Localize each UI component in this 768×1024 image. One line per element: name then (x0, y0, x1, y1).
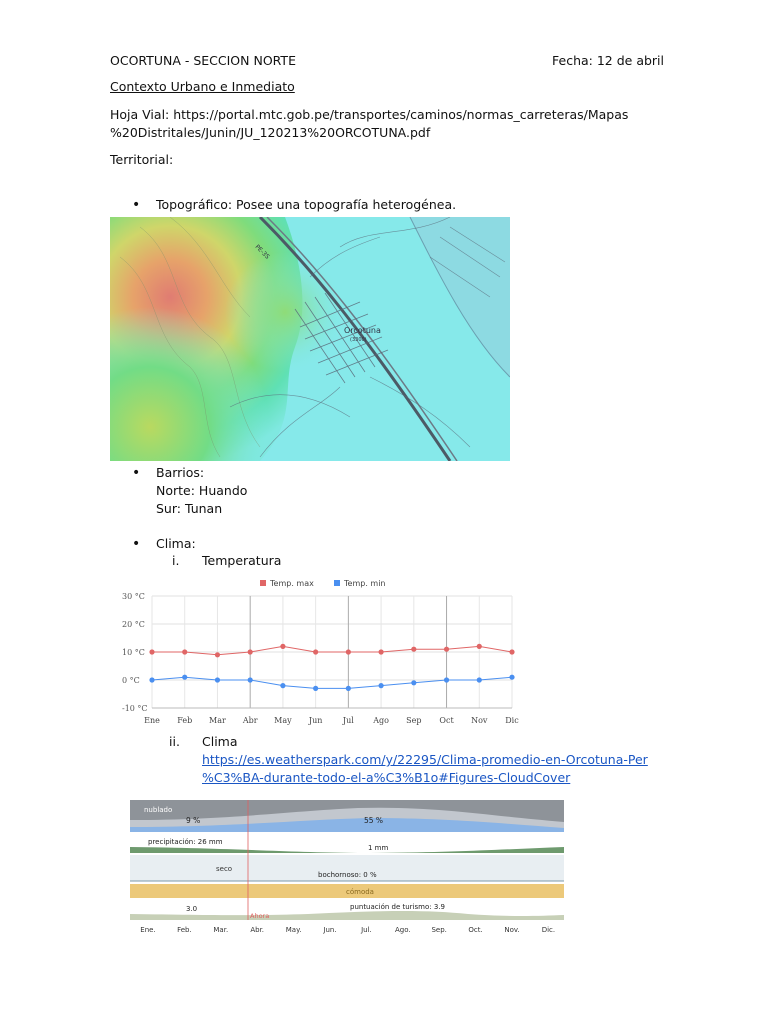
y-tick-label: 10 °C (122, 648, 145, 657)
month-label: May. (285, 926, 302, 934)
weatherspark-link-line1[interactable]: https://es.weatherspark.com/y/22295/Clima-promedio-en-Orcotuna-Per (202, 752, 648, 767)
subitem-number: ii. (169, 734, 180, 749)
data-point (346, 686, 351, 691)
month-label: Feb. (177, 926, 192, 934)
x-tick-label: Nov (471, 716, 488, 725)
data-point (477, 677, 482, 682)
topografico-text: Topográfico: Posee una topografía heterogénea. (156, 197, 457, 212)
x-tick-label: Dic (505, 716, 519, 725)
data-point (313, 686, 318, 691)
weatherspark-link-line2[interactable]: %C3%BA-durante-todo-el-a%C3%B1o#Figures-CloudCover (202, 770, 571, 785)
data-point (182, 649, 187, 654)
data-point (509, 649, 514, 654)
hoja-vial-line1: Hoja Vial: https://portal.mtc.gob.pe/transportes/caminos/normas_carreteras/Mapas (110, 107, 629, 122)
clima-sublabel: Clima (202, 734, 238, 749)
legend-swatch (334, 580, 340, 586)
data-point (346, 649, 351, 654)
month-label: Nov. (504, 926, 520, 934)
data-point (149, 677, 154, 682)
data-point (313, 649, 318, 654)
y-tick-label: 30 °C (122, 592, 145, 601)
comoda-label: cómoda (346, 888, 374, 896)
month-label: Jul. (361, 926, 372, 934)
barrios-label: Barrios: (156, 465, 205, 480)
data-point (149, 649, 154, 654)
cloud-max-label: 55 % (364, 816, 384, 825)
month-label: Oct. (468, 926, 483, 934)
y-tick-label: 0 °C (122, 676, 140, 685)
subitem-number: i. (172, 553, 180, 568)
month-label: Sep. (431, 926, 447, 934)
barrio-norte: Norte: Huando (156, 483, 248, 498)
nublado-label: nublado (144, 806, 173, 814)
data-point (215, 652, 220, 657)
data-point (378, 683, 383, 688)
bullet-dot: • (132, 197, 141, 213)
topographic-map (110, 217, 510, 461)
legend-swatch (260, 580, 266, 586)
data-point (444, 677, 449, 682)
barrio-sur: Sur: Tunan (156, 501, 223, 516)
data-point (280, 683, 285, 688)
tourism-min-label: 3.0 (186, 905, 198, 913)
x-tick-label: Ene (144, 716, 160, 725)
x-tick-label: Ago (373, 716, 389, 725)
bochornoso-label: bochornoso: 0 % (318, 871, 377, 879)
data-point (215, 677, 220, 682)
map-road-label: PE-3S (253, 243, 271, 261)
map-town-elev: (3300) (350, 337, 367, 343)
clima-label: Clima: (156, 536, 196, 551)
tourism-max-label: puntuación de turismo: 3.9 (350, 903, 445, 911)
legend-label: Temp. max (270, 579, 314, 588)
series-line (152, 646, 512, 654)
territorial-label: Territorial: (110, 152, 174, 167)
x-tick-label: Abr (242, 716, 258, 725)
bullet-dot: • (132, 465, 141, 481)
seco-label: seco (216, 865, 233, 873)
document-date: Fecha: 12 de abril (552, 53, 664, 68)
month-label: Abr. (250, 926, 265, 934)
precip-min-label: 1 mm (368, 844, 389, 852)
data-point (477, 644, 482, 649)
ahora-label: Ahora (250, 912, 270, 920)
data-point (248, 649, 253, 654)
x-tick-label: May (274, 716, 292, 725)
x-tick-label: Mar (209, 716, 226, 725)
x-tick-label: Jul (342, 716, 354, 725)
x-tick-label: Sep (406, 716, 422, 725)
temperatura-label: Temperatura (202, 553, 282, 568)
temperature-chart (118, 574, 520, 730)
month-label: Dic. (541, 926, 556, 934)
month-label: Ago. (394, 926, 411, 934)
data-point (509, 675, 514, 680)
climate-summary-graphic (128, 798, 568, 940)
bullet-dot: • (132, 536, 141, 552)
series-line (152, 677, 512, 688)
data-point (248, 677, 253, 682)
x-tick-label: Oct (439, 716, 454, 725)
month-label: Jun. (323, 926, 337, 934)
x-tick-label: Feb (177, 716, 193, 725)
section-heading: Contexto Urbano e Inmediato (110, 79, 295, 94)
precip-max-label: precipitación: 26 mm (148, 838, 223, 846)
data-point (280, 644, 285, 649)
data-point (378, 649, 383, 654)
month-label: Ene. (140, 926, 156, 934)
data-point (411, 647, 416, 652)
document-title: OCORTUNA - SECCION NORTE (110, 53, 296, 68)
temperature-chart-svg (118, 574, 520, 730)
cloud-min-label: 9 % (186, 816, 201, 825)
hoja-vial-line2: %20Distritales/Junin/JU_120213%20ORCOTUNA.pdf (110, 125, 431, 140)
data-point (182, 675, 187, 680)
month-label: Mar. (213, 926, 229, 934)
data-point (444, 647, 449, 652)
legend-label: Temp. min (344, 579, 386, 588)
x-tick-label: Jun (308, 716, 323, 725)
y-tick-label: -10 °C (122, 704, 148, 713)
data-point (411, 680, 416, 685)
y-tick-label: 20 °C (122, 620, 145, 629)
map-town-label: Orcotuna (344, 326, 381, 335)
